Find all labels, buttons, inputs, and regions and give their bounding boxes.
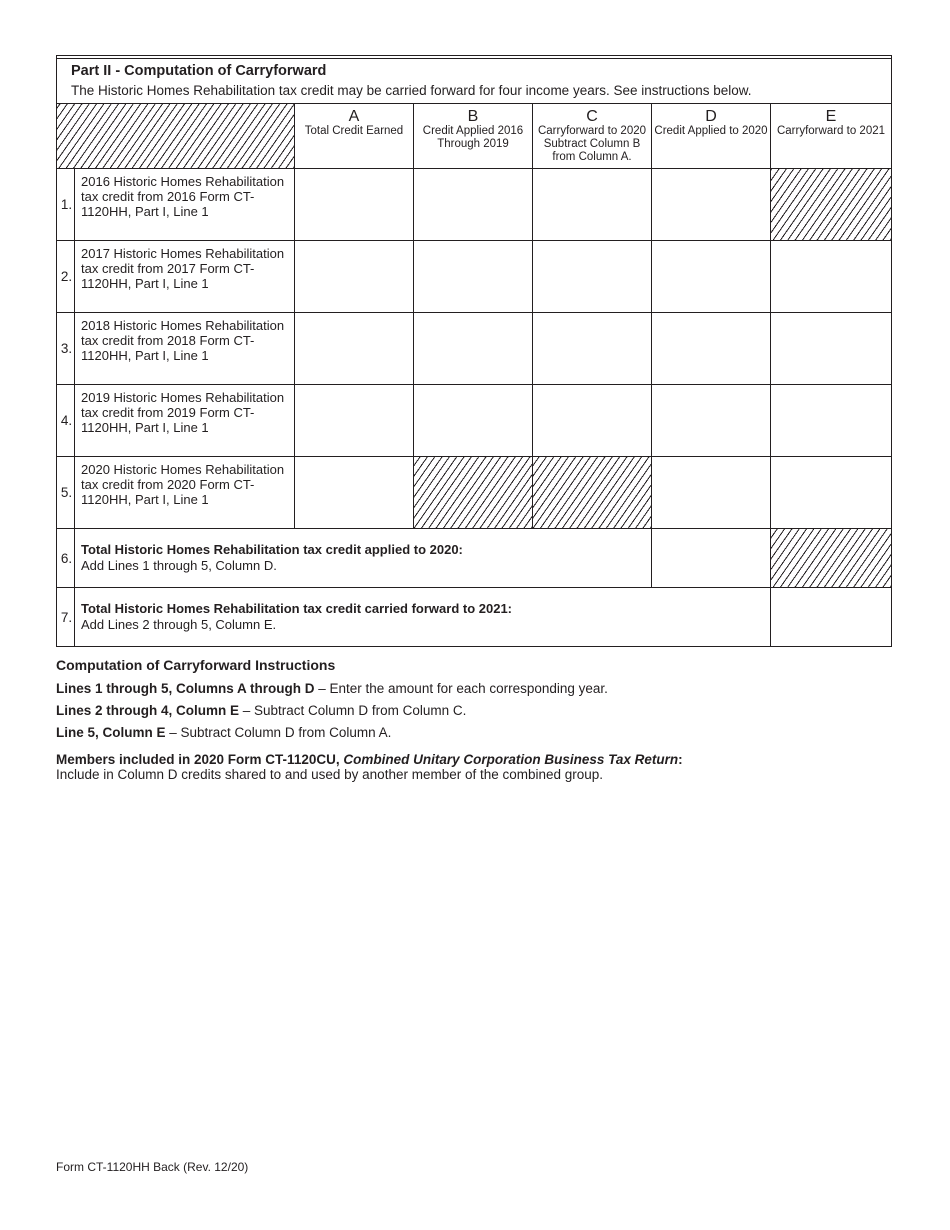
line-5-column-e-input[interactable] <box>771 457 891 528</box>
column-d-header: D Credit Applied to 2020 <box>652 104 771 168</box>
line-6-description <box>75 529 652 587</box>
line-number: 4. <box>57 385 75 456</box>
instructions <box>56 657 896 789</box>
members-note: Members included in 2020 Form CT-1120CU, Combined Unitary Corporation Business Tax Return: Include in Column D credits shared to and used by another member of the combined group. <box>56 752 683 782</box>
line-6-bold-text: Total Historic Homes Rehabilitation tax credit applied to 2020: <box>80 542 463 557</box>
line-2-column-e-input[interactable] <box>771 241 891 312</box>
line-4-column-a-input[interactable] <box>295 385 414 456</box>
line-5-column-b-hatched <box>414 457 533 528</box>
line-description: 2019 Historic Homes Rehabilitation tax credit from 2019 Form CT-1120HH, Part I, Line 1 <box>75 385 295 456</box>
form-footer: Form CT-1120HH Back (Rev. 12/20) <box>56 1160 249 1174</box>
line-3-column-c-input[interactable] <box>533 313 652 384</box>
line-description: 2018 Historic Homes Rehabilitation tax credit from 2018 Form CT-1120HH, Part I, Line 1 <box>75 313 295 384</box>
column-a-header: A Total Credit Earned <box>295 104 414 168</box>
line-6-column-d-input[interactable] <box>652 529 771 587</box>
line-2-column-b-input[interactable] <box>414 241 533 312</box>
line-1-column-a-input[interactable] <box>295 169 414 240</box>
line-1-column-d-input[interactable] <box>652 169 771 240</box>
line-2-column-a-input[interactable] <box>295 241 414 312</box>
column-e-header: E Carryforward to 2021 <box>776 108 886 137</box>
line-4-column-c-input[interactable] <box>533 385 652 456</box>
line-number: 6. <box>57 529 75 587</box>
part-header <box>57 56 891 104</box>
line-4-column-b-input[interactable] <box>414 385 533 456</box>
line-7-description <box>75 588 771 646</box>
part-ii-table <box>56 55 892 647</box>
line-1-row <box>57 169 891 241</box>
line-description: 2020 Historic Homes Rehabilitation tax credit from 2020 Form CT-1120HH, Part I, Line 1 <box>75 457 295 528</box>
line-3-column-e-input[interactable] <box>771 313 891 384</box>
line-number: 7. <box>57 588 75 646</box>
line-5-column-d-input[interactable] <box>652 457 771 528</box>
line-description: 2017 Historic Homes Rehabilitation tax credit from 2017 Form CT-1120HH, Part I, Line 1 <box>75 241 295 312</box>
line-6-column-e-hatched <box>771 529 891 587</box>
column-header-row <box>57 104 891 169</box>
line-2-column-d-input[interactable] <box>652 241 771 312</box>
line-7-bold-text: Total Historic Homes Rehabilitation tax credit carried forward to 2021: <box>80 601 513 616</box>
column-c-header: C Carryforward to 2020 Subtract Column B from Column A. <box>533 104 652 168</box>
line-number: 2. <box>57 241 75 312</box>
line-1-column-e-hatched <box>771 169 891 240</box>
instruction-item: Line 5, Column E – Subtract Column D from Column A. <box>56 725 392 740</box>
part-subtitle: The Historic Homes Rehabilitation tax credit may be carried forward for four income years. See instructions below. <box>71 83 752 98</box>
line-4-column-d-input[interactable] <box>652 385 771 456</box>
instructions-heading: Computation of Carryforward Instructions <box>56 657 336 673</box>
part-title: Part II - Computation of Carryforward <box>71 63 327 79</box>
line-2-column-c-input[interactable] <box>533 241 652 312</box>
line-5-row <box>57 457 891 529</box>
line-4-row <box>57 385 891 457</box>
line-6-row <box>57 529 891 588</box>
line-5-column-c-hatched <box>533 457 652 528</box>
line-number: 3. <box>57 313 75 384</box>
line-1-column-c-input[interactable] <box>533 169 652 240</box>
line-number: 1. <box>57 169 75 240</box>
instruction-item: Lines 1 through 5, Columns A through D – Enter the amount for each corresponding year. <box>56 681 608 696</box>
line-2-row <box>57 241 891 313</box>
line-3-column-b-input[interactable] <box>414 313 533 384</box>
line-3-row <box>57 313 891 385</box>
line-1-column-b-input[interactable] <box>414 169 533 240</box>
line-3-column-a-input[interactable] <box>295 313 414 384</box>
instruction-item: Lines 2 through 4, Column E – Subtract Column D from Column C. <box>56 703 467 718</box>
line-6-text: Add Lines 1 through 5, Column D. <box>80 558 277 573</box>
line-7-row <box>57 588 891 646</box>
line-3-column-d-input[interactable] <box>652 313 771 384</box>
line-4-column-e-input[interactable] <box>771 385 891 456</box>
line-5-column-a-input[interactable] <box>295 457 414 528</box>
line-7-column-e-input[interactable] <box>771 588 891 646</box>
hatched-corner <box>57 104 295 168</box>
line-number: 5. <box>57 457 75 528</box>
column-b-header: B Credit Applied 2016 Through 2019 <box>414 104 533 168</box>
line-description: 2016 Historic Homes Rehabilitation tax credit from 2016 Form CT-1120HH, Part I, Line 1 <box>75 169 295 240</box>
line-7-text: Add Lines 2 through 5, Column E. <box>80 617 277 632</box>
